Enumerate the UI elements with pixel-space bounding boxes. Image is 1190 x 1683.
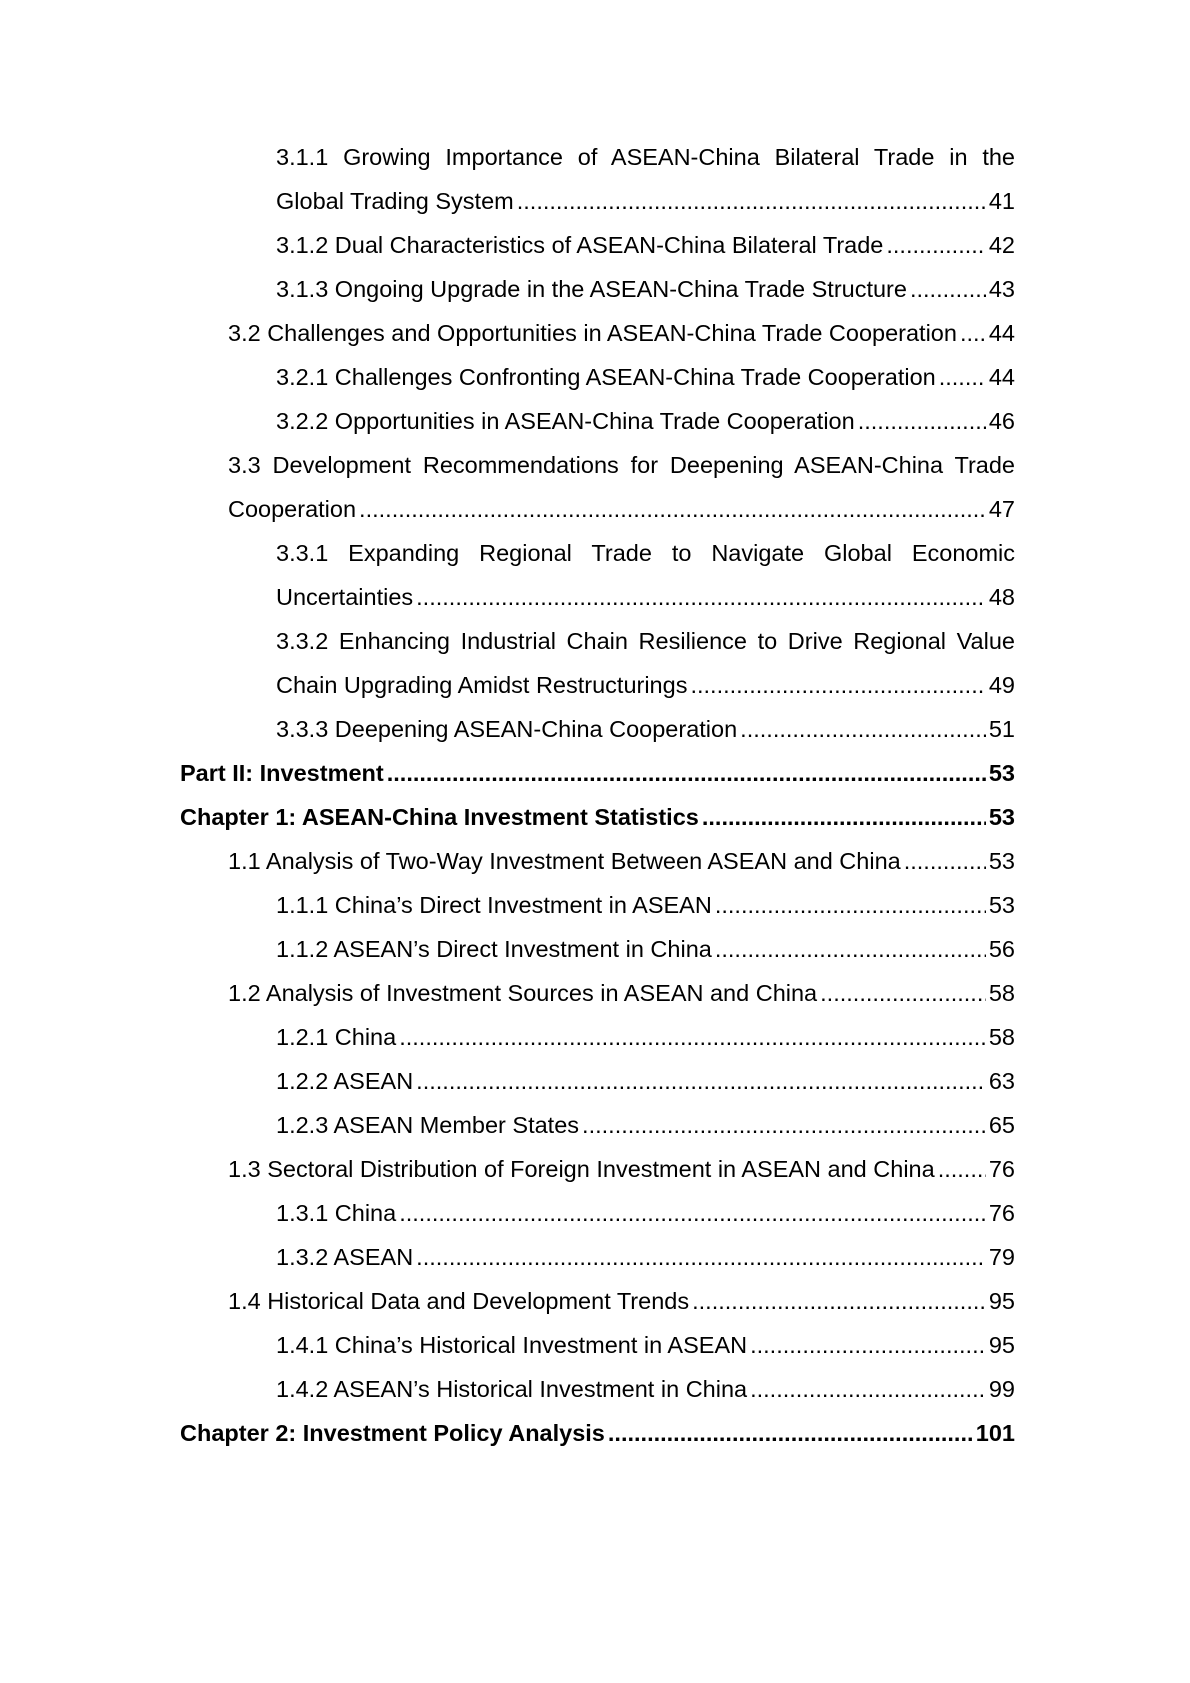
toc-entry[interactable] — [228, 450, 1015, 524]
dot-leader — [904, 846, 986, 876]
toc-page-number: 95 — [988, 1332, 1015, 1358]
dot-leader — [416, 582, 986, 612]
toc-entry-title: 1.1 Analysis of Two-Way Investment Between ASEAN and China — [228, 848, 901, 874]
dot-leader — [750, 1330, 986, 1360]
toc-entry-title: Uncertainties — [276, 584, 414, 610]
toc-entry[interactable] — [276, 1110, 1015, 1140]
toc-page-number: 41 — [988, 188, 1015, 214]
toc-entry[interactable] — [276, 1330, 1015, 1360]
toc-entry-line — [228, 494, 1015, 524]
toc-page-number: 53 — [988, 848, 1015, 874]
toc-entry[interactable] — [276, 934, 1015, 964]
toc-entry-title-line: 3.3.2 Enhancing Industrial Chain Resilience to Drive Regional Value — [276, 628, 1015, 654]
toc-entry-line — [228, 1286, 1015, 1316]
toc-entry-line — [276, 890, 1015, 920]
toc-entry[interactable] — [276, 538, 1015, 612]
dot-leader — [517, 186, 986, 216]
toc-entry[interactable] — [276, 230, 1015, 260]
dot-leader — [715, 890, 986, 920]
dot-leader — [750, 1374, 986, 1404]
toc-entry-line — [276, 670, 1015, 700]
toc-entry-line — [228, 978, 1015, 1008]
dot-leader — [387, 758, 986, 788]
toc-page-number: 47 — [988, 496, 1015, 522]
toc-page-number: 43 — [988, 276, 1015, 302]
toc-entry-title-line: 3.3.1 Expanding Regional Trade to Navigate Global Economic — [276, 540, 1015, 566]
toc-entry-line — [276, 274, 1015, 304]
toc-entry-line — [276, 230, 1015, 260]
toc-page-number: 44 — [988, 320, 1015, 346]
toc-entry-title: 1.2.3 ASEAN Member States — [276, 1112, 580, 1138]
toc-page-number: 99 — [988, 1376, 1015, 1402]
toc-entry-title: Chain Upgrading Amidst Restructurings — [276, 672, 688, 698]
toc-entry-title: 1.3.1 China — [276, 1200, 397, 1226]
toc-entry-title: 3.2 Challenges and Opportunities in ASEAN-China Trade Cooperation — [228, 320, 957, 346]
toc-entry-line — [276, 582, 1015, 612]
toc-page-number: 58 — [988, 1024, 1015, 1050]
dot-leader — [416, 1066, 986, 1096]
dot-leader — [858, 406, 986, 436]
toc-entry-line — [276, 1198, 1015, 1228]
toc-entry-title: Global Trading System — [276, 188, 514, 214]
toc-entry-title: Part II: Investment — [180, 760, 384, 786]
toc-entry[interactable] — [228, 318, 1015, 348]
toc-entry-line — [276, 1022, 1015, 1052]
dot-leader — [938, 1154, 986, 1184]
toc-entry[interactable] — [180, 758, 1015, 788]
toc-page-number: 63 — [988, 1068, 1015, 1094]
toc-entry-line — [276, 186, 1015, 216]
toc-entry[interactable] — [276, 1066, 1015, 1096]
dot-leader — [740, 714, 986, 744]
dot-leader — [820, 978, 986, 1008]
toc-page-number: 95 — [988, 1288, 1015, 1314]
dot-leader — [582, 1110, 986, 1140]
dot-leader — [399, 1198, 986, 1228]
dot-leader — [960, 318, 986, 348]
toc-entry-title: 1.1.2 ASEAN’s Direct Investment in China — [276, 936, 712, 962]
dot-leader — [692, 1286, 986, 1316]
toc-entry[interactable] — [228, 1286, 1015, 1316]
toc-entry-title: 3.1.2 Dual Characteristics of ASEAN-China Bilateral Trade — [276, 232, 884, 258]
toc-entry-line — [228, 318, 1015, 348]
toc-entry-title: 1.2.2 ASEAN — [276, 1068, 414, 1094]
dot-leader — [608, 1418, 973, 1448]
toc-entry[interactable] — [180, 1418, 1015, 1448]
dot-leader — [910, 274, 986, 304]
dot-leader — [702, 802, 986, 832]
toc-page-number: 65 — [988, 1112, 1015, 1138]
dot-leader — [359, 494, 986, 524]
toc-entry[interactable] — [276, 1374, 1015, 1404]
toc-page-number: 76 — [988, 1156, 1015, 1182]
toc-entry-title: 3.2.2 Opportunities in ASEAN-China Trade Cooperation — [276, 408, 855, 434]
toc-page-number: 42 — [988, 232, 1015, 258]
toc-entry[interactable] — [276, 714, 1015, 744]
toc-page-number: 76 — [988, 1200, 1015, 1226]
dot-leader — [690, 670, 985, 700]
toc-page-number: 56 — [988, 936, 1015, 962]
toc-entry-line — [276, 1066, 1015, 1096]
toc-page-number: 48 — [988, 584, 1015, 610]
toc-entry-title: 1.3.2 ASEAN — [276, 1244, 414, 1270]
toc-entry-title: 1.2.1 China — [276, 1024, 397, 1050]
toc-entry[interactable] — [228, 1154, 1015, 1184]
toc-entry[interactable] — [276, 890, 1015, 920]
toc-entry-line — [276, 406, 1015, 436]
toc-page-number: 58 — [988, 980, 1015, 1006]
toc-entry-title: 3.1.3 Ongoing Upgrade in the ASEAN-China Trade Structure — [276, 276, 907, 302]
toc-entry-line — [276, 1374, 1015, 1404]
toc-page-number: 44 — [988, 364, 1015, 390]
toc-entry-title: 1.3 Sectoral Distribution of Foreign Investment in ASEAN and China — [228, 1156, 935, 1182]
toc-entry-title: 1.4.2 ASEAN’s Historical Investment in China — [276, 1376, 748, 1402]
toc-entry-line — [276, 934, 1015, 964]
toc-entry-line — [180, 802, 1015, 832]
toc-entry-title-line: 3.3 Development Recommendations for Deepening ASEAN-China Trade — [228, 452, 1015, 478]
toc-entry-line — [276, 1110, 1015, 1140]
toc-entry[interactable] — [276, 142, 1015, 216]
dot-leader — [416, 1242, 986, 1272]
toc-entry-line — [276, 1242, 1015, 1272]
toc-page-number: 51 — [988, 716, 1015, 742]
toc-entry[interactable] — [228, 978, 1015, 1008]
toc-entry[interactable] — [228, 846, 1015, 876]
toc-entry-line — [180, 1418, 1015, 1448]
toc-entry-line — [228, 1154, 1015, 1184]
toc-entry[interactable] — [276, 362, 1015, 392]
toc-entry[interactable] — [276, 1242, 1015, 1272]
toc-entry-title: 1.2 Analysis of Investment Sources in ASEAN and China — [228, 980, 818, 1006]
toc-page-number: 53 — [988, 760, 1015, 786]
toc-page-number: 101 — [975, 1420, 1015, 1446]
toc-page-number: 46 — [988, 408, 1015, 434]
toc-entry-title: Cooperation — [228, 496, 357, 522]
toc-page-number: 79 — [988, 1244, 1015, 1270]
toc-entry[interactable] — [276, 1022, 1015, 1052]
toc-entry-line — [276, 362, 1015, 392]
toc-entry-title: 1.4.1 China’s Historical Investment in ASEAN — [276, 1332, 748, 1358]
toc-entry-title: 1.4 Historical Data and Development Trends — [228, 1288, 690, 1314]
toc-entry-title: 3.3.3 Deepening ASEAN-China Cooperation — [276, 716, 738, 742]
toc-entry-title: Chapter 2: Investment Policy Analysis — [180, 1420, 605, 1446]
toc-entry[interactable] — [276, 406, 1015, 436]
toc-entry[interactable] — [276, 1198, 1015, 1228]
toc-page-number: 53 — [988, 892, 1015, 918]
toc-page-number: 49 — [988, 672, 1015, 698]
dot-leader — [939, 362, 986, 392]
toc-entry-line — [228, 846, 1015, 876]
dot-leader — [886, 230, 985, 260]
toc-entry-line — [276, 714, 1015, 744]
toc-entry-line — [180, 758, 1015, 788]
toc-entry-title: 3.2.1 Challenges Confronting ASEAN-China Trade Cooperation — [276, 364, 936, 390]
toc-entry-line — [276, 1330, 1015, 1360]
toc-entry-title-line: 3.1.1 Growing Importance of ASEAN-China Bilateral Trade in the — [276, 144, 1015, 170]
toc-entry-title: Chapter 1: ASEAN-China Investment Statistics — [180, 804, 699, 830]
toc-entry-title: 1.1.1 China’s Direct Investment in ASEAN — [276, 892, 712, 918]
dot-leader — [715, 934, 986, 964]
toc-entry[interactable] — [276, 274, 1015, 304]
toc-entry[interactable] — [180, 802, 1015, 832]
toc-entry[interactable] — [276, 626, 1015, 700]
toc-page-number: 53 — [988, 804, 1015, 830]
dot-leader — [399, 1022, 986, 1052]
